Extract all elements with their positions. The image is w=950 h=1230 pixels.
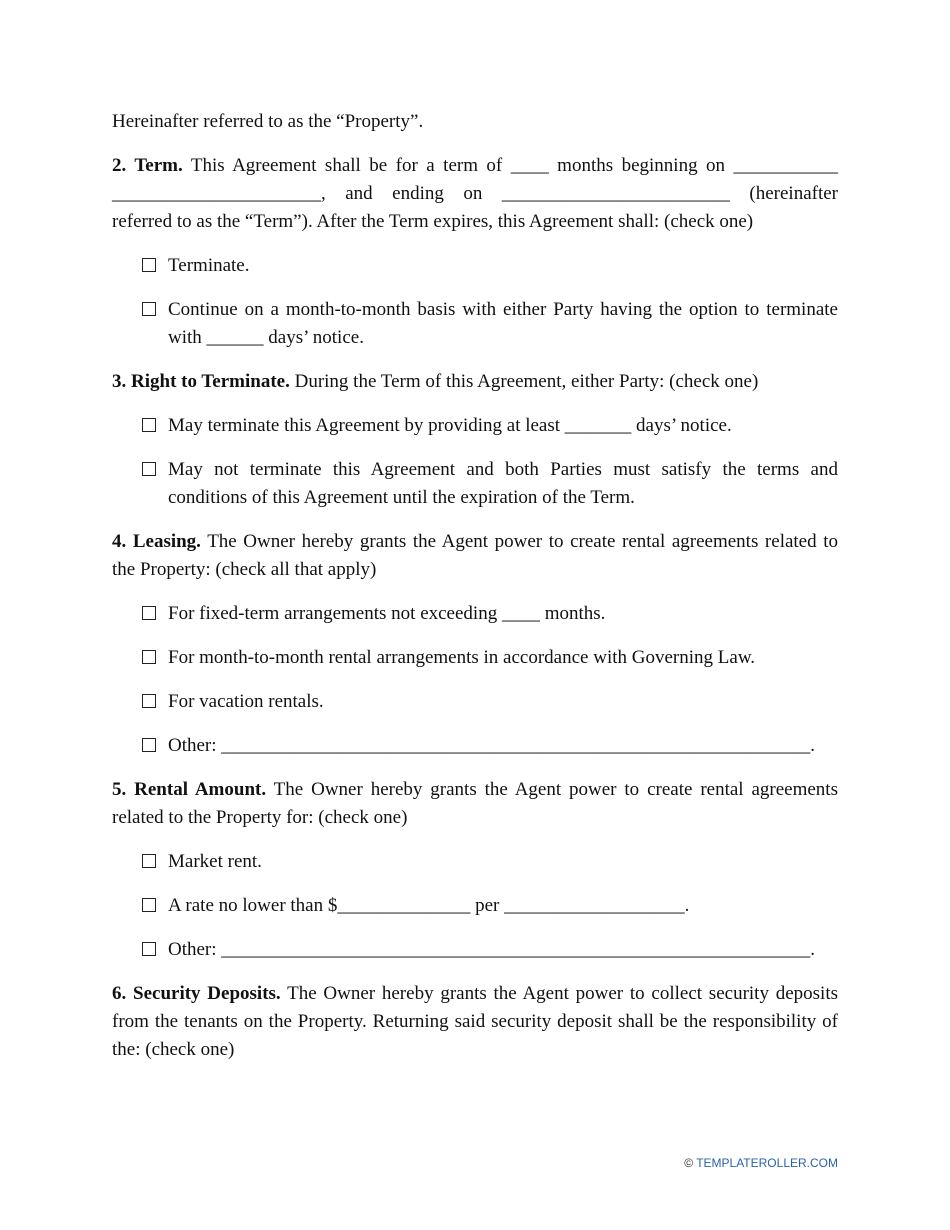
term-option-terminate: Terminate.	[112, 252, 838, 280]
rental-amount-heading: 5. Rental Amount.	[112, 779, 267, 800]
leasing-option-month-to-month: For month-to-month rental arrangements in accordance with Governing Law.	[112, 644, 838, 672]
term-line-3: referred to as the “Term”). After the Term expires, this Agreement shall: (check one)	[112, 211, 754, 232]
security-deposits-heading: 6. Security Deposits.	[112, 983, 281, 1004]
leasing-option-other: Other: ______________________________________________________________.	[112, 732, 838, 760]
right-to-terminate-heading: 3. Right to Terminate.	[112, 371, 290, 392]
term-heading: 2. Term.	[112, 155, 183, 176]
section-right-to-terminate: 3. Right to Terminate. During the Term of this Agreement, either Party: (check one)	[112, 371, 759, 392]
checkbox-icon[interactable]	[142, 418, 156, 432]
leasing-heading: 4. Leasing.	[112, 531, 201, 552]
leasing-option-fixed-term: For fixed-term arrangements not exceeding ____ months.	[112, 600, 838, 628]
checkbox-icon[interactable]	[142, 650, 156, 664]
checkbox-icon[interactable]	[142, 606, 156, 620]
term-line-2: ______________________, and ending on ________________________ (hereinafter	[112, 183, 838, 204]
copyright-icon: ©	[684, 1156, 694, 1170]
rental-option-other: Other: ______________________________________________________________.	[112, 936, 838, 964]
rental-option-minimum-rate: A rate no lower than $______________ per ___________________.	[112, 892, 838, 920]
checkbox-icon[interactable]	[142, 302, 156, 316]
checkbox-icon[interactable]	[142, 942, 156, 956]
checkbox-icon[interactable]	[142, 694, 156, 708]
footer-link[interactable]	[684, 1156, 838, 1170]
rental-option-market: Market rent.	[112, 848, 838, 876]
term-option-month-to-month: Continue on a month-to-month basis with either Party having the option to terminate with ______ days’ notice.	[112, 296, 838, 352]
section-term	[112, 152, 838, 236]
terminate-option-notice: May terminate this Agreement by providing at least _______ days’ notice.	[112, 412, 838, 440]
intro-text: Hereinafter referred to as the “Property”.	[112, 111, 424, 132]
document-page	[112, 108, 838, 1064]
footer-site: TEMPLATEROLLER.COM	[696, 1156, 838, 1170]
term-line-1: 2. Term. This Agreement shall be for a term of ____ months beginning on ___________	[112, 155, 838, 176]
checkbox-icon[interactable]	[142, 462, 156, 476]
terminate-option-not-allowed: May not terminate this Agreement and both Parties must satisfy the terms and conditions of this Agreement until the expiration of the Term.	[112, 456, 838, 512]
section-leasing: 4. Leasing. The Owner hereby grants the Agent power to create rental agreements related to the Property: (check all that apply)	[112, 531, 838, 580]
leasing-option-vacation: For vacation rentals.	[112, 688, 838, 716]
checkbox-icon[interactable]	[142, 854, 156, 868]
checkbox-icon[interactable]	[142, 258, 156, 272]
section-security-deposits: 6. Security Deposits. The Owner hereby grants the Agent power to collect security deposits from the tenants on the Property. Returning said security deposit shall be the responsibility of the: (check one)	[112, 983, 838, 1060]
section-rental-amount: 5. Rental Amount. The Owner hereby grants the Agent power to create rental agreements related to the Property for: (check one)	[112, 779, 838, 828]
checkbox-icon[interactable]	[142, 898, 156, 912]
checkbox-icon[interactable]	[142, 738, 156, 752]
